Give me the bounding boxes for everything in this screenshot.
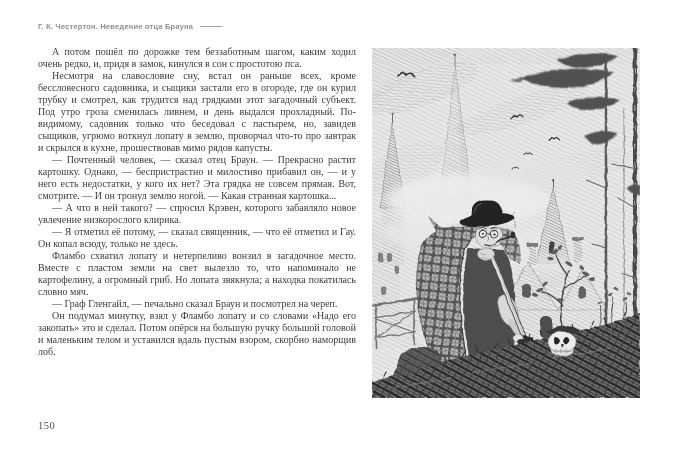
illustration (372, 48, 640, 398)
paragraph: А потом пошёл по дорожке тем беззаботным шагом, каким ходил очень редко, и, придя в замок, кинулся в сон с простотою пса. (38, 47, 356, 70)
paragraph: — Я отметил её потому, — сказал священник, — что её отметил и Гау. Он копал всюду, только не здесь. (38, 227, 356, 250)
paragraph: — Почтенный человек, — сказал отец Браун. — Прекрасно растит картошку. Однако, — беспристрастно и милостиво прибавил он, — и у него есть недостатки, у кого их нет? Эта грядка не совсем прямая. Вот, смотрите. — И он тронул землю ногой. — Какая странная картошка... (38, 155, 356, 202)
running-header (38, 22, 356, 31)
paragraph: — А что в ней такого? — спросил Крэвен, которого забавляло новое увлечение низкорослого клирика. (38, 203, 356, 226)
pencil-drawing (372, 48, 640, 398)
paragraph: — Граф Гленгайл, — печально сказал Браун и посмотрел на череп. (52, 299, 338, 310)
running-header-text: Г. К. Честертон. Неведение отца Брауна (38, 22, 194, 31)
body-text (38, 47, 356, 359)
text-column (38, 22, 356, 359)
paragraph: Фламбо схватил лопату и нетерпеливо вонзил в загадочное место. Вместе с пластом земли на свет вылезло то, что напоминало не картофелину, а огромный гриб. Но лопата звякнула; а находка покатилась словно мяч. (38, 251, 356, 298)
paragraph: Несмотря на славословие сну, встал он раньше всех, кроме бессловесного садовника, и сыщики застали его в огороде, где он курил трубку и смотрел, как трудится над грядками этот загадочный субъект. Под утро гроза сменилась ливнем, и день выдался прохладный. По-видимому, садовник только что беседовал с пастырем, но, завидев сыщиков, угрюмо воткнул лопату в землю, проворчал что-то про завтрак и скрылся в кухне, прошествовав мимо рядов капусты. (38, 71, 356, 154)
paragraph: Он подумал минутку, взял у Фламбо лопату и со словами «Надо его закопать» это и сделал. Потом опёрся на большую ручку большой головой и маленьким телом и уставился вдаль пустым взором, скорбно наморщив лоб. (38, 311, 356, 358)
header-rule (200, 26, 222, 27)
paper-grain (372, 48, 640, 398)
page-number: 150 (38, 421, 56, 432)
